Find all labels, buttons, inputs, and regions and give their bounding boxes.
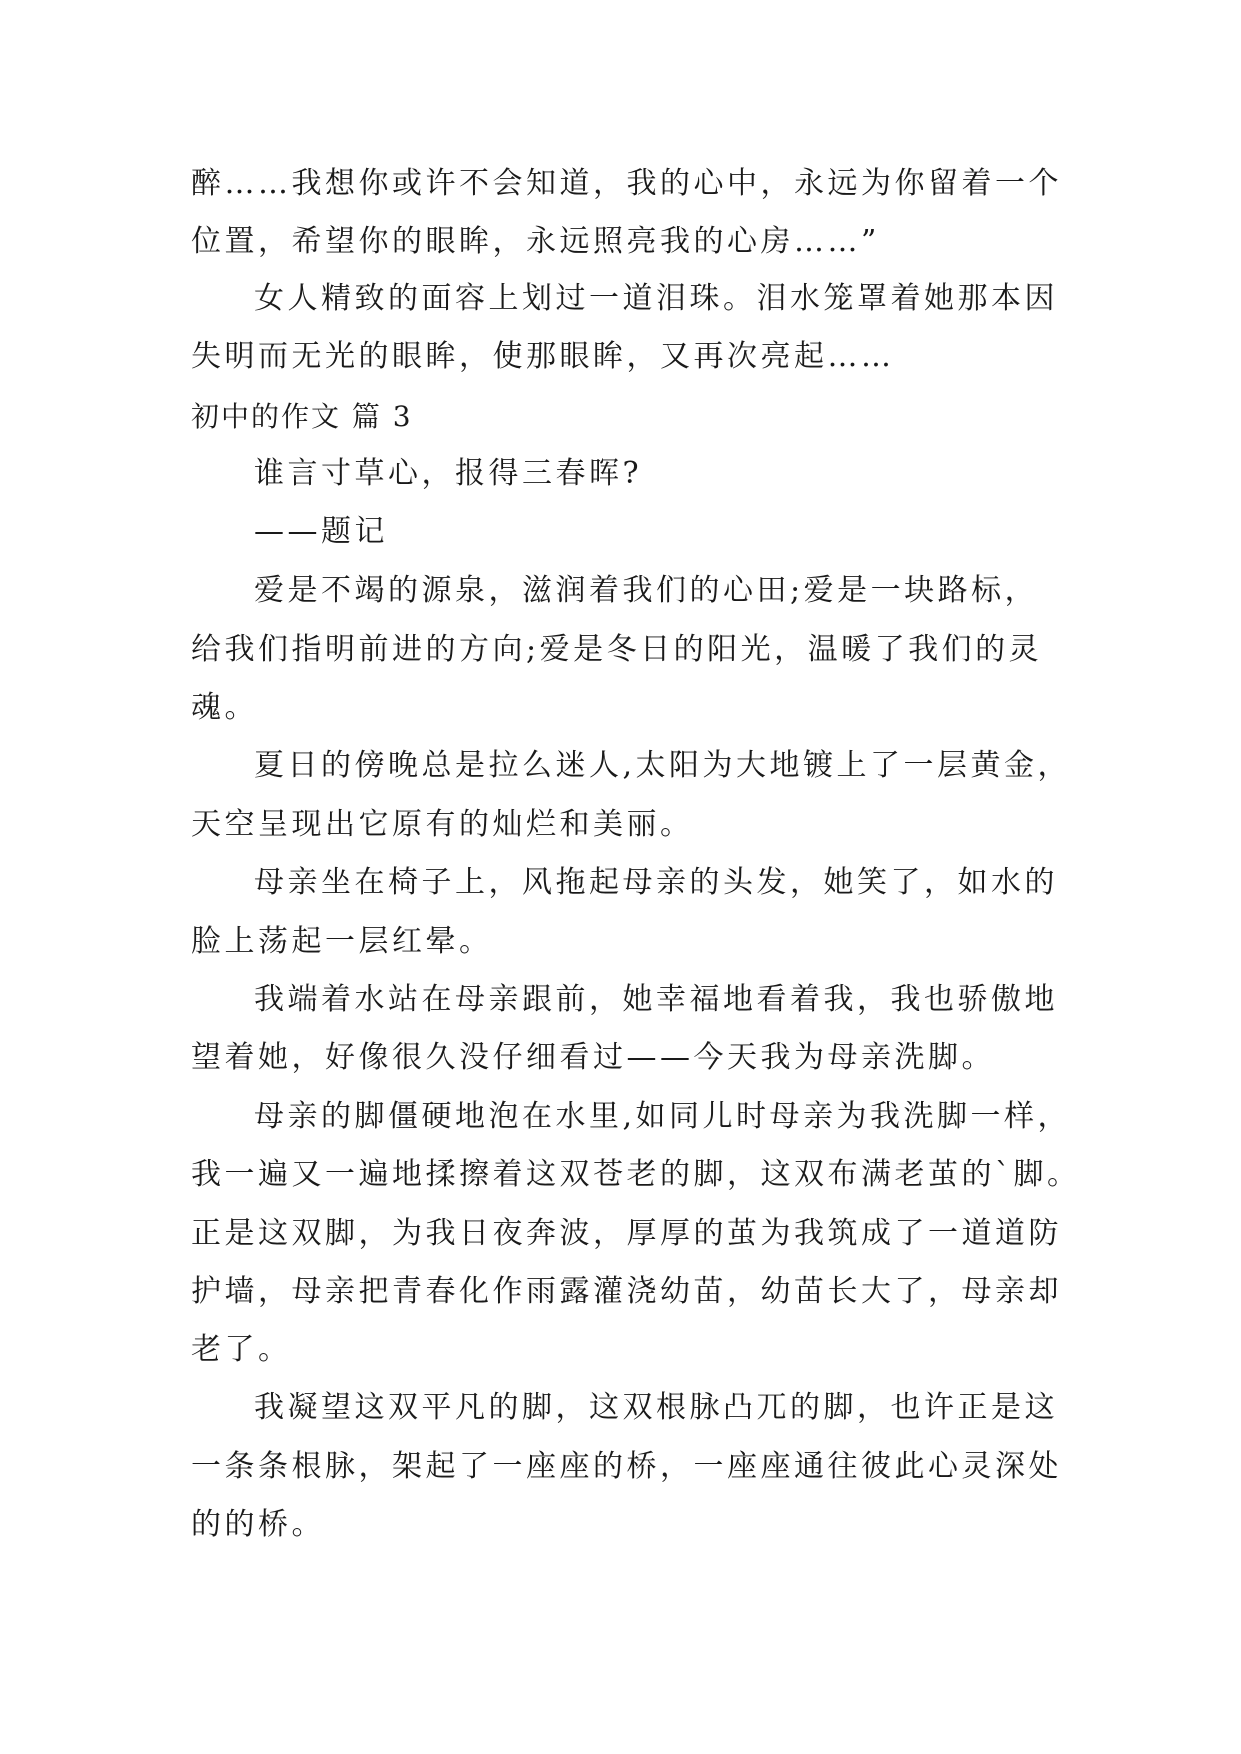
text-line: 我一遍又一遍地揉擦着这双苍老的脚，这双布满老茧的`脚。 (191, 1157, 1081, 1192)
text-line: 脸上荡起一层红晕。 (191, 924, 493, 959)
text-line: 爱是不竭的源泉，滋润着我们的心田;爱是一块路标， (254, 573, 1039, 608)
text-line: 夏日的傍晚总是拉么迷人,太阳为大地镀上了一层黄金， (254, 748, 1072, 783)
section-heading: 初中的作文 篇 3 (191, 400, 413, 433)
text-line: 老了。 (191, 1332, 292, 1367)
epigraph-attribution: ——题记 (254, 514, 388, 549)
text-line: 天空呈现出它原有的灿烂和美丽。 (191, 807, 694, 842)
text-line: 望着她，好像很久没仔细看过——今天我为母亲洗脚。 (191, 1040, 995, 1075)
text-line: 醉……我想你或许不会知道，我的心中，永远为你留着一个 (191, 166, 1062, 201)
text-line: 女人精致的面容上划过一道泪珠。泪水笼罩着她那本因 (254, 281, 1058, 316)
text-line: 谁言寸草心，报得三春晖? (254, 456, 643, 491)
text-line: 位置，希望你的眼眸，永远照亮我的心房……” (191, 224, 880, 259)
text-line: 给我们指明前进的方向;爱是冬日的阳光，温暖了我们的灵 (191, 632, 1043, 667)
text-line: 一条条根脉，架起了一座座的桥，一座座通往彼此心灵深处 (191, 1449, 1062, 1484)
text-line: 护墙，母亲把青春化作雨露灌浇幼苗，幼苗长大了，母亲却 (191, 1274, 1062, 1309)
text-line: 我凝望这双平凡的脚，这双根脉凸兀的脚，也许正是这 (254, 1390, 1058, 1425)
text-line: 正是这双脚，为我日夜奔波，厚厚的茧为我筑成了一道道防 (191, 1216, 1062, 1251)
text-line: 母亲坐在椅子上，风拖起母亲的头发，她笑了，如水的 (254, 865, 1058, 900)
text-line: 魂。 (191, 690, 258, 725)
text-line: 母亲的脚僵硬地泡在水里,如同儿时母亲为我洗脚一样， (254, 1099, 1072, 1134)
text-line: 的的桥。 (191, 1507, 325, 1542)
text-line: 失明而无光的眼眸，使那眼眸，又再次亮起…… (191, 339, 895, 374)
text-line: 我端着水站在母亲跟前，她幸福地看着我，我也骄傲地 (254, 982, 1058, 1017)
